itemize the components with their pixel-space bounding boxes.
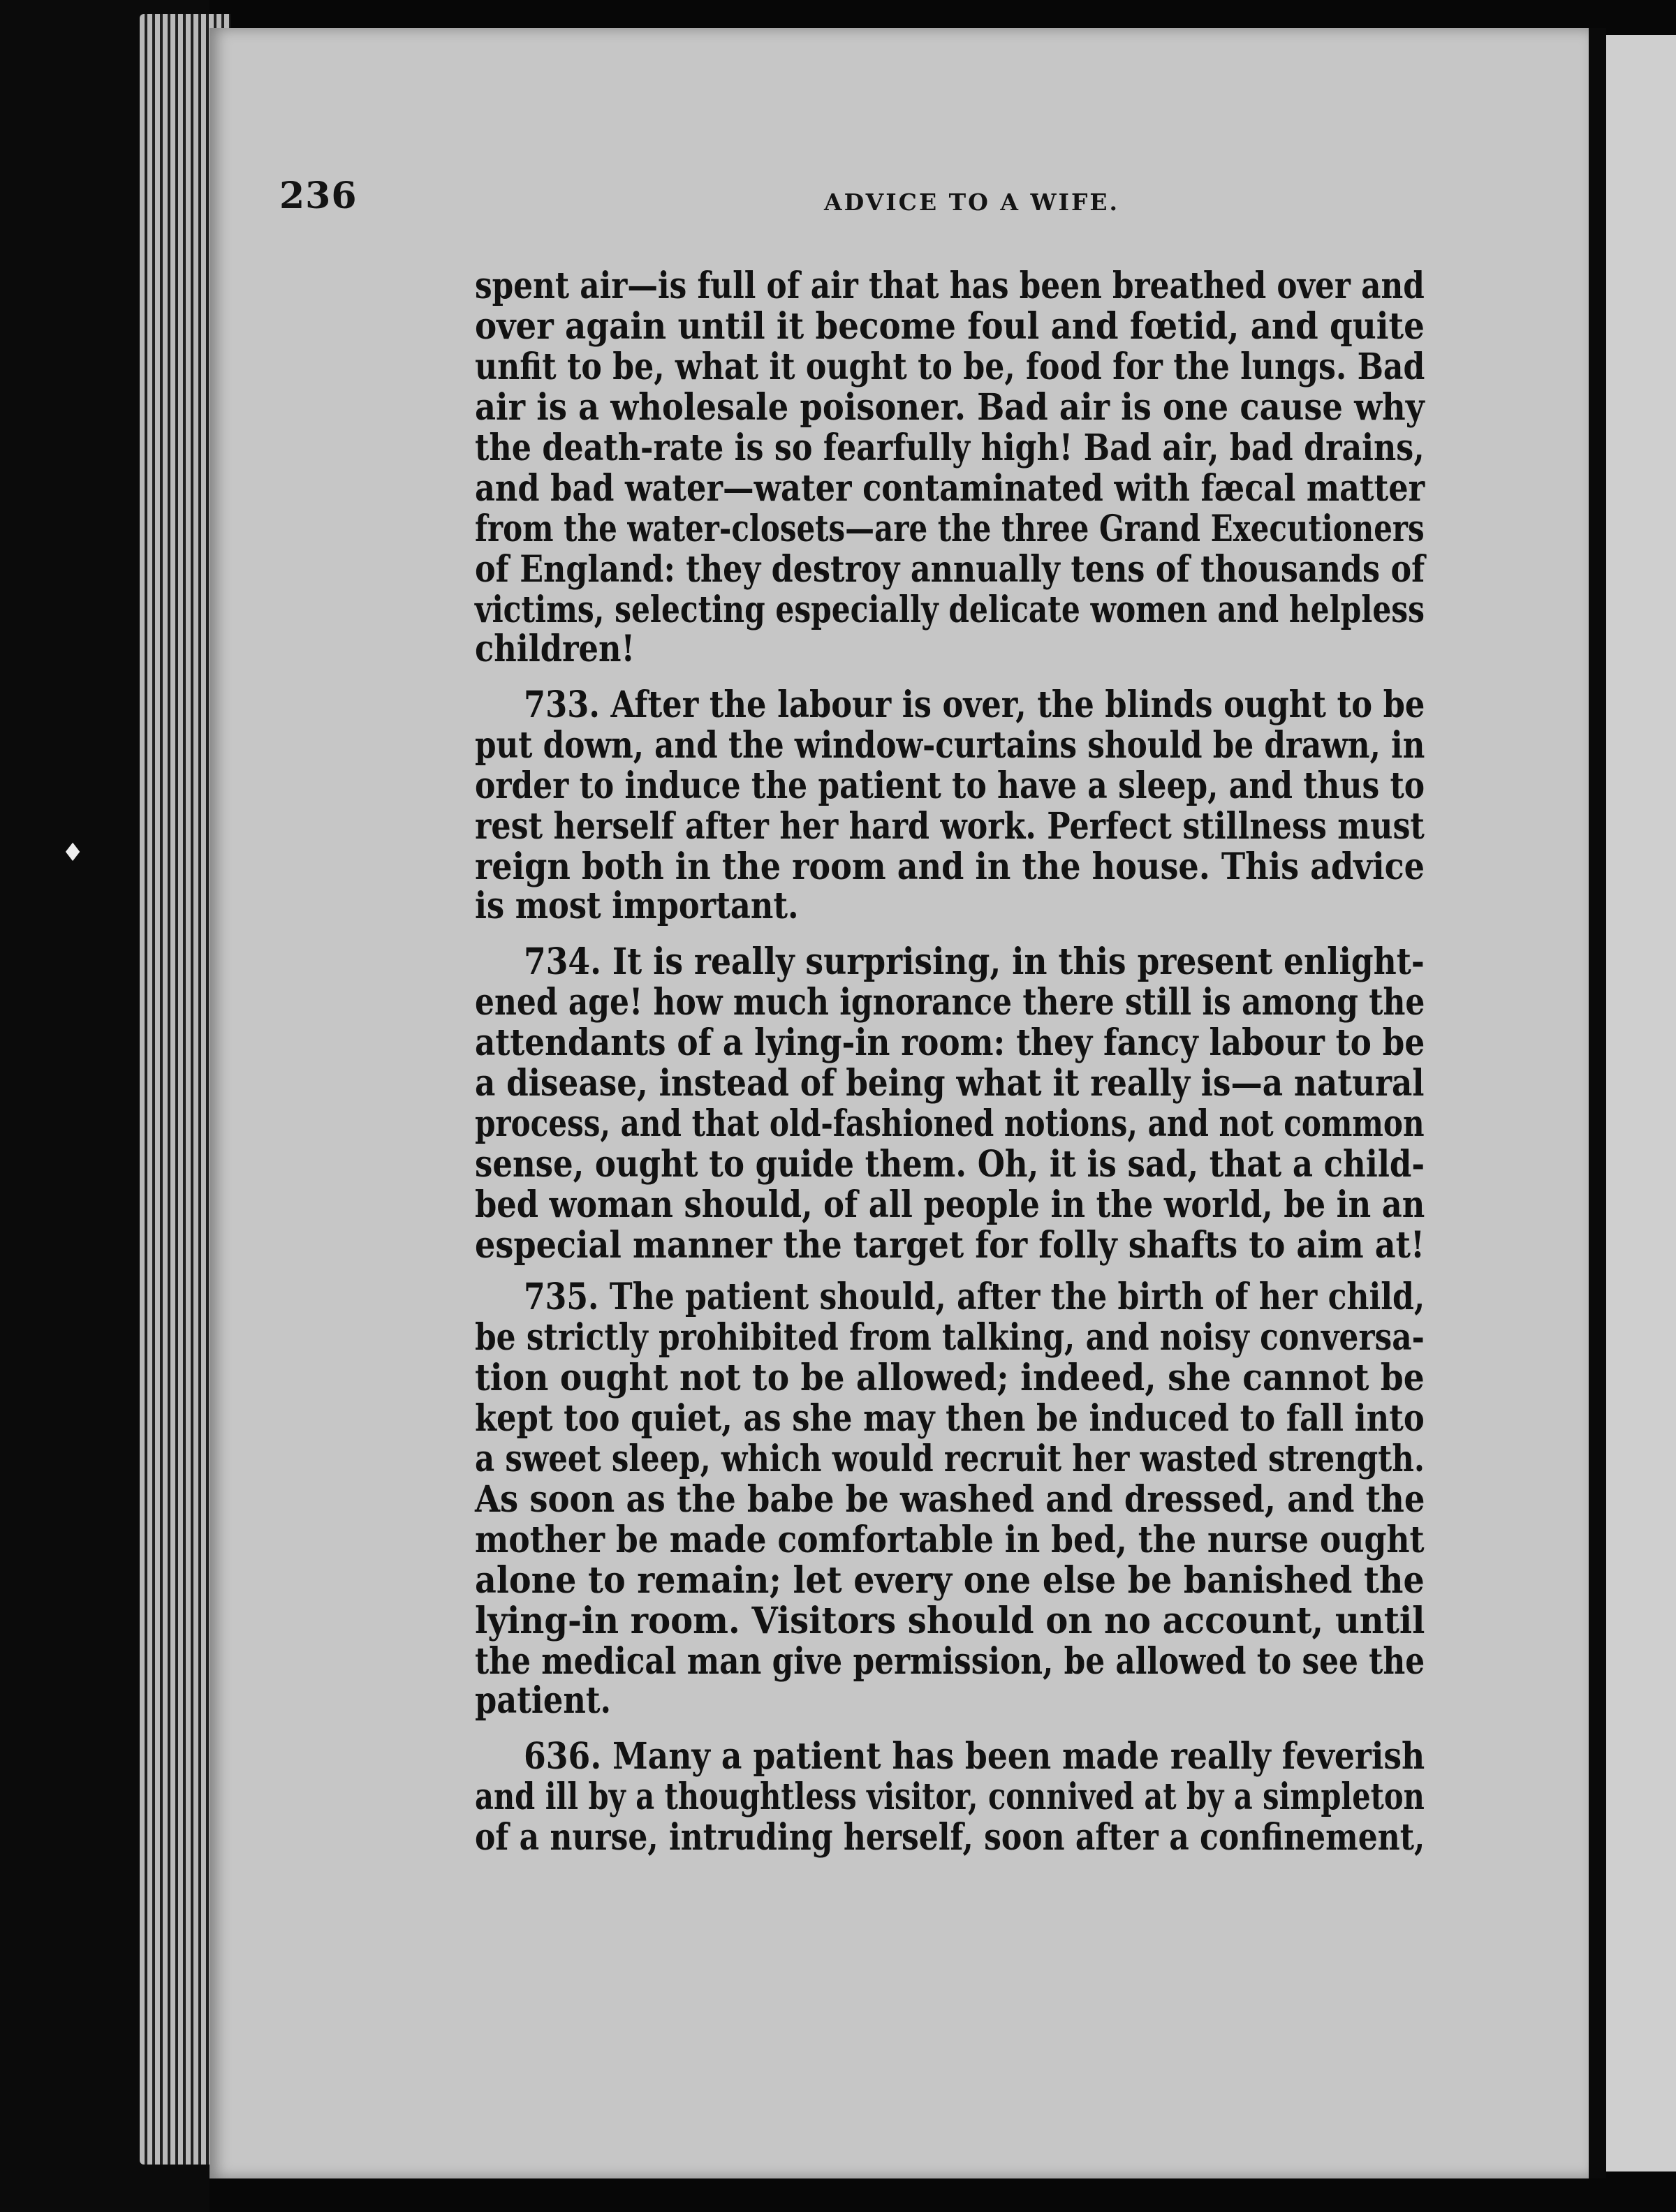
- text-line: of a nurse, intruding herself, soon after a confinement,: [475, 1816, 1425, 1859]
- margin-speck-mark: ♦: [61, 838, 84, 867]
- text-line: patient.: [475, 1679, 612, 1722]
- text-line: kept too quiet, as she may then be induced to fall into: [475, 1397, 1425, 1440]
- text-line: and bad water—water contaminated with fæcal matter: [475, 467, 1425, 510]
- page-gap: [1589, 28, 1606, 2178]
- text-line: ened age! how much ignorance there still is among the: [475, 981, 1425, 1024]
- text-line: rest herself after her hard work. Perfect stillness must: [475, 805, 1425, 848]
- text-line: children!: [475, 628, 635, 670]
- text-line: and ill by a thoughtless visitor, connived at by a simpleton: [475, 1776, 1425, 1818]
- text-line: put down, and the window-curtains should be drawn, in: [475, 724, 1425, 767]
- text-line: attendants of a lying-in room: they fancy labour to be: [475, 1022, 1425, 1064]
- text-line: bed woman should, of all people in the world, be in an: [475, 1184, 1425, 1226]
- text-line: process, and that old-fashioned notions, and not common: [475, 1103, 1425, 1145]
- text-line: a sweet sleep, which would recruit her wasted strength.: [475, 1438, 1425, 1480]
- text-line: the medical man give permission, be allowed to see the: [475, 1640, 1425, 1683]
- text-line: order to induce the patient to have a sleep, and thus to: [475, 765, 1425, 807]
- text-line: a disease, instead of being what it really is—a natural: [475, 1062, 1425, 1105]
- text-line: is most important.: [475, 885, 799, 927]
- text-line: spent air—is full of air that has been breathed over and: [475, 265, 1425, 307]
- text-line: lying-in room. Visitors should on no account, until: [475, 1600, 1425, 1642]
- text-line: the death-rate is so fearfully high! Bad air, bad drains,: [475, 427, 1425, 469]
- text-line: 636. Many a patient has been made really feverish: [524, 1735, 1425, 1778]
- text-line: mother be made comfortable in bed, the nurse ought: [475, 1519, 1425, 1561]
- text-line: especial manner the target for folly shafts to aim at!: [475, 1224, 1425, 1267]
- text-line: 735. The patient should, after the birth of her child,: [524, 1276, 1425, 1318]
- text-line: of England: they destroy annually tens of thousands of: [475, 548, 1425, 591]
- running-head-title: ADVICE TO A WIFE.: [824, 189, 1120, 216]
- text-line: reign both in the room and in the house. This advice: [475, 846, 1425, 888]
- text-line: alone to remain; let every one else be banished the: [475, 1559, 1425, 1602]
- text-line: 733. After the labour is over, the blinds ought to be: [524, 684, 1425, 726]
- text-line: over again until it become foul and fœtid, and quite: [475, 305, 1425, 348]
- text-line: 734. It is really surprising, in this present enlight-: [524, 941, 1425, 983]
- text-line: tion ought not to be allowed; indeed, she cannot be: [475, 1357, 1425, 1399]
- running-head: [279, 175, 1453, 230]
- text-line: As soon as the babe be washed and dressed, and the: [475, 1478, 1425, 1521]
- page-number: 236: [279, 175, 358, 217]
- text-line: unfit to be, what it ought to be, food for the lungs. Bad: [475, 346, 1425, 388]
- text-line: sense, ought to guide them. Oh, it is sad, that a child-: [475, 1143, 1425, 1186]
- text-line: be strictly prohibited from talking, and noisy conversa-: [475, 1316, 1425, 1359]
- text-line: air is a wholesale poisoner. Bad air is one cause why: [475, 386, 1425, 429]
- text-line: victims, selecting especially delicate women and helpless: [475, 589, 1425, 631]
- text-line: from the water-closets—are the three Grand Executioners: [475, 508, 1425, 550]
- facing-page-edge: [1606, 35, 1676, 2172]
